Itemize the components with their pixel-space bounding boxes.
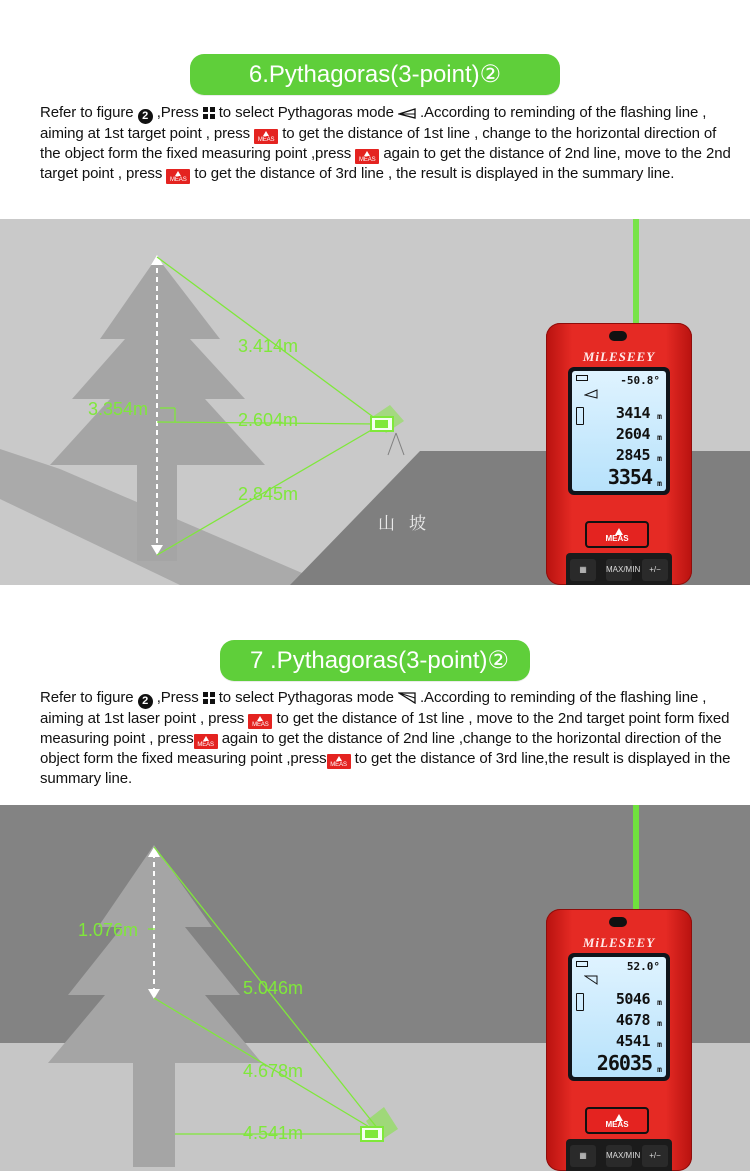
lcd-unit: m [657,1040,662,1049]
lcd-unit: m [657,454,662,463]
device-brand: MiLESEEY [582,349,656,364]
lcd-unit: m [657,998,662,1007]
max-min-button[interactable]: MAX/MIN [606,1145,632,1167]
plus-minus-button[interactable]: +/− [642,1145,668,1167]
function-key-icon [203,107,215,119]
lcd-summary: 26035 [596,1051,652,1075]
reference-point-icon [576,407,584,425]
meas-key-icon: MEAS [194,734,218,749]
function-key-icon [203,692,215,704]
section-title-6: 6.Pythagoras(3-point)② [190,54,560,95]
pythagoras-mode-icon [584,975,598,985]
para-text: Refer to figure [40,104,138,121]
lcd-summary: 3354 [607,465,652,489]
pythagoras-mode-icon [398,692,416,704]
laser-beam [633,219,639,329]
para-text: .According to reminding of the flashing line , aiming at 1st laser point , press [40,689,707,727]
meas-button[interactable]: MEAS [585,1107,649,1134]
device-brand: MiLESEEY [582,935,656,950]
para-text: Refer to figure [40,689,138,706]
max-min-button[interactable]: MAX/MIN [606,559,632,581]
measure-label-a: 3.414m [238,336,299,356]
laser-aperture [609,331,627,341]
meas-key-icon: MEAS [327,754,351,769]
para-text: to get the distance of 1st line , change to the horizontal direction of the object form the fixed measuring point ,press [40,125,717,162]
function-button[interactable]: ▦ [570,1145,596,1167]
device-screen [568,953,670,1081]
lcd-angle: -50.8° [620,374,660,387]
lcd-display [572,371,666,491]
measure-label-a: 5.046m [243,978,304,998]
meas-key-icon: MEAS [355,149,379,164]
instruction-paragraph-7 [40,688,740,789]
para-text: to get the distance of 1st line , move to the 2nd target point form fixed measuring point , press [40,710,730,747]
measure-label-c: 2.845m [238,484,299,504]
device-screen [568,367,670,495]
para-text: again to get the distance of 2nd line, move to the 2nd target point , press [40,145,731,182]
instruction-paragraph-6 [40,103,740,184]
lcd-unit: m [657,479,662,488]
measure-label-b: 4.678m [243,1061,304,1081]
lcd-reading-3: 2845 [615,446,650,464]
para-text: to get the distance of 3rd line,the result is displayed in the summary line. [40,750,731,787]
battery-icon [576,961,588,967]
laser-beam [633,805,639,915]
lcd-unit: m [657,1065,662,1074]
measure-label-b: 2.604m [238,410,299,430]
para-text: ,Press [152,104,203,121]
para-text: again to get the distance of 2nd line ,change to the horizontal direction of the object form the fixed measuring point ,press [40,730,722,767]
lcd-reading-1: 3414 [615,404,650,422]
lcd-reading-2: 4678 [615,1011,650,1029]
figure-number-icon: 2 [138,694,153,709]
laser-aperture [609,917,627,927]
rangefinder-device [546,323,692,585]
device-button-row [566,553,672,585]
section-title-7: 7 .Pythagoras(3-point)② [220,640,530,681]
meas-button[interactable]: MEAS [585,521,649,548]
battery-icon [576,375,588,381]
lcd-unit: m [657,433,662,442]
rangefinder-on-tripod-icon [371,405,404,455]
slope-label: 山坡 [378,514,440,534]
reference-point-icon [576,993,584,1011]
figure-number-icon: 2 [138,109,153,124]
lcd-reading-2: 2604 [615,425,650,443]
lcd-unit: m [657,412,662,421]
lcd-reading-1: 5046 [615,990,650,1008]
para-text: .According to reminding of the flashing line , aiming at 1st target point , press [40,104,707,142]
lcd-unit: m [657,1019,662,1028]
para-text: to select Pythagoras mode [214,689,398,706]
pythagoras-mode-icon [398,108,416,119]
measure-label-top: 1.076m [78,920,139,940]
para-text: to select Pythagoras mode [214,104,398,121]
lcd-reading-3: 4541 [615,1032,650,1050]
plus-minus-button[interactable]: +/− [642,559,668,581]
meas-key-icon: MEAS [166,169,190,184]
measure-label-height: 3.354m [88,399,149,419]
measure-label-c: 4.541m [243,1123,304,1143]
para-text: to get the distance of 3rd line , the result is displayed in the summary line. [190,165,675,182]
para-text: ,Press [152,689,203,706]
function-button[interactable]: ▦ [570,559,596,581]
lcd-display [572,957,666,1077]
rangefinder-device [546,909,692,1171]
pythagoras-mode-icon [584,389,598,399]
meas-key-icon: MEAS [254,129,278,144]
lcd-angle: 52.0° [626,960,660,973]
device-button-row [566,1139,672,1171]
meas-key-icon: MEAS [248,714,272,729]
